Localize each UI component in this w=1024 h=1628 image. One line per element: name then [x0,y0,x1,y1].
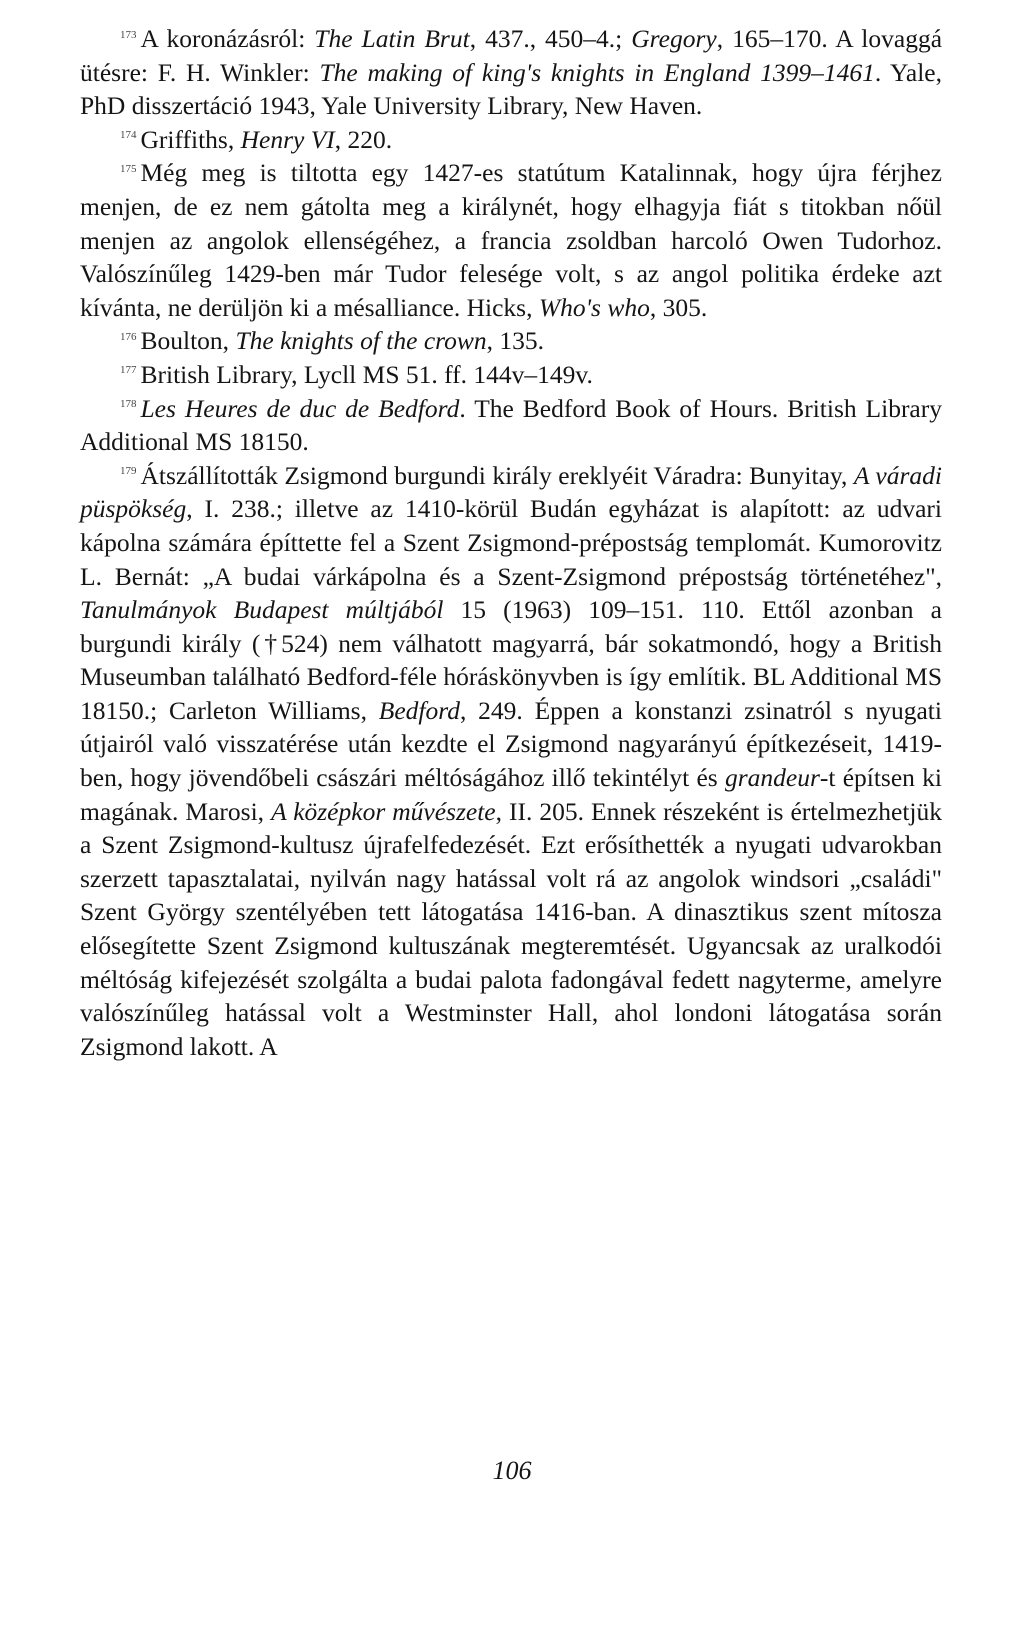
footnotes-block [80,22,942,1063]
footnote-176 [80,324,942,358]
footnote-text: , 220. [334,124,393,154]
citation-title: Gregory [631,24,717,53]
footnote-text: British Library, Lycll MS 51. ff. 144v–149v. [140,359,593,389]
footnote-text: A koronázásról: [140,24,315,53]
footnote-number: 177 [120,364,137,377]
footnote-text: 15 (1963) 109–151. 110. Ettől azonban a burgundi király (†524) nem válhatott magyarrá, bár sokatmondó, hogy a British Museumban található Bedford-féle hóráskönyvben is így említik. BL Additional MS 18150.; Carleton Williams, [80,595,942,725]
citation-title: Bedford [378,695,460,725]
citation-title: A középkor művészete [271,796,496,826]
footnote-text: , 135. [486,326,545,356]
footnote-text: Átszállították Zsigmond burgundi király ereklyéit Váradra: Bunyitay, [140,460,854,490]
footnote-173 [80,22,942,123]
footnote-text: , 437., 450–4.; [469,24,632,53]
citation-title: The making of king's knights in England 1399–1461 [319,57,875,87]
citation-title: Les Heures de duc de Bedford [140,393,460,423]
footnote-number: 176 [120,330,137,343]
citation-title: A váradi püspökség [80,460,942,524]
footnote-number: 175 [120,162,137,175]
page-number: 106 [492,1456,532,1485]
footnote-177 [80,358,942,392]
footnote-text: Még meg is tiltotta egy 1427-es statútum Katalinnak, hogy újra férjhez menjen, de ez nem gátolta meg a királynét, hogy elhagyja fiát s titokban nőül menjen az angolok ellenségéhez, a francia zsoldban harcoló Owen Tudorhoz. Valószínűleg 1429-ben már Tudor felesége volt, s az angol politika érdeke azt kívánta, ne derüljön ki a mésalliance. Hicks, [80,158,942,322]
footnote-text: -t építsen ki magának. Marosi, [80,763,942,826]
citation-title: Who's who [538,292,650,322]
footnote-text: , 165–170. A lovaggá ütésre: F. H. Winkler: [80,24,943,87]
citation-title: Tanulmányok Budapest múltjából [80,595,444,625]
footnote-number: 178 [120,398,137,411]
citation-title: The Latin Brut [314,24,470,53]
footnote-number: 179 [120,465,137,478]
footnote-174 [80,123,942,157]
footnote-text: , II. 205. Ennek részeként is értelmezhetjük a Szent Zsigmond-kultusz újrafelfedezését. Ezt erősíthették a nyugati udvarokban szerzett tapasztalatai, nyilván nagy hatással volt rá az angolok windsori „családi" Szent György szentélyében tett látogatása 1416-ban. A dinasztikus szent mítosza elősegítette Szent Zsigmond kultuszának megteremtését. Ugyancsak az uralkodói méltóság kifejezését szolgálta a budai palota fadongával fedett nagyterme, amelyre valószínűleg hatással volt a Westminster Hall, ahol londoni látogatása során Zsigmond lakott. A [80,796,942,1061]
footnote-175 [80,156,942,324]
footnote-text: , I. 238.; illetve az 1410-körül Budán egyházat is alapított: az udvari kápolna számára építtette fel a Szent Zsigmond-prépostság templomát. Kumorovitz L. Bernát: „A budai várkápolna és a Szent-Zsigmond prépostság történetéhez", [80,494,942,591]
footnote-number: 174 [120,129,137,142]
citation-title: The knights of the crown [235,326,487,356]
footnote-number: 173 [120,28,137,41]
footnote-text: , 249. Éppen a konstanzi zsinatról s nyugati útjairól való visszatérése után kezdte el Zsigmond nagyarányú építkezéseit, 1419-ben, hogy jövendőbeli császári méltóságához illő tekintélyt és [80,695,942,793]
footnote-178 [80,392,942,459]
footnote-text: , 305. [649,292,708,322]
footnote-179 [80,459,942,1064]
footnote-text: Boulton, [140,326,236,356]
citation-title: Henry VI [240,124,335,154]
footnote-text: Griffiths, [140,124,241,154]
footnote-text: . Yale, PhD disszertáció 1943, Yale University Library, New Haven. [80,57,942,121]
footnote-text: . The Bedford Book of Hours. British Library Additional MS 18150. [80,393,942,457]
citation-title: grandeur [724,763,820,793]
